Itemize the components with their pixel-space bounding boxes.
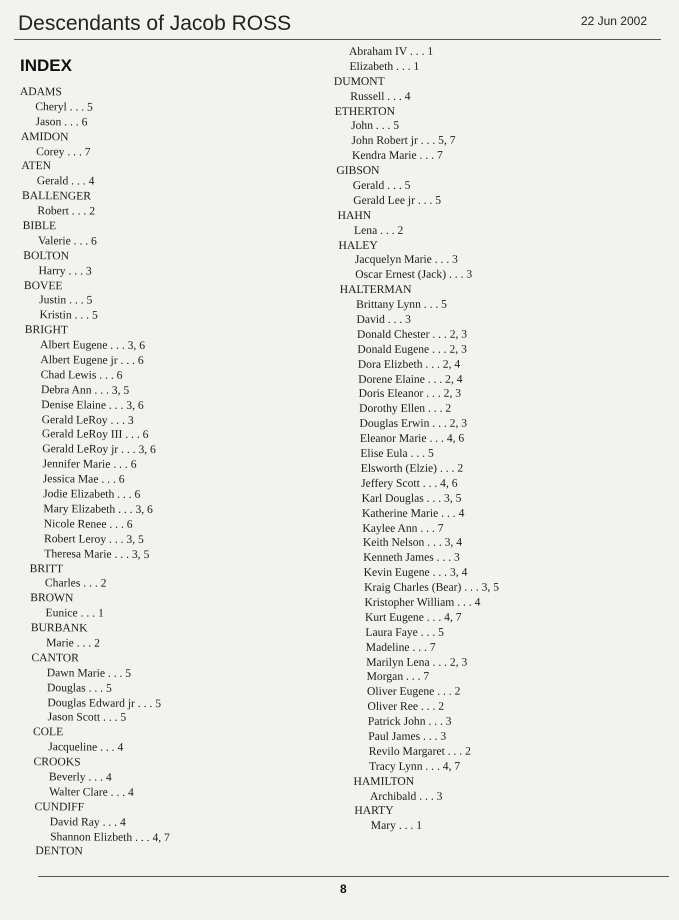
index-surname: HARTY	[354, 804, 394, 818]
index-entry: Madeline . . . 7	[365, 640, 436, 654]
index-surname: BIBLE	[22, 219, 57, 233]
index-entry: Harry . . . 3	[38, 263, 92, 278]
index-entry: Revilo Margaret . . . 2	[368, 744, 471, 758]
index-surname: GIBSON	[336, 164, 380, 178]
index-entry: Oliver Eugene . . . 2	[367, 684, 461, 699]
index-entry: Jason Scott . . . 5	[47, 710, 127, 725]
index-entry: Donald Chester . . . 2, 3	[356, 327, 468, 341]
index-surname: HAHN	[337, 208, 372, 222]
index-entry: Gerald LeRoy jr . . . 3, 6	[42, 442, 156, 457]
index-entry: Gerald . . . 5	[352, 178, 411, 192]
index-surname: CANTOR	[31, 650, 79, 665]
index-entry: Kristin . . . 5	[39, 308, 98, 322]
index-entry: Eleanor Marie . . . 4, 6	[359, 431, 465, 446]
index-surname: ADAMS	[19, 85, 62, 99]
index-entry: Douglas Edward jr . . . 5	[47, 695, 162, 710]
index-entry: Oliver Ree . . . 2	[367, 699, 445, 714]
index-entry: Charles . . . 2	[44, 576, 107, 591]
index-entry: Mary Elizabeth . . . 3, 6	[43, 502, 153, 516]
index-entry: Marie . . . 2	[46, 636, 100, 650]
index-heading: INDEX	[20, 56, 72, 75]
index-entry: Dora Elizbeth . . . 2, 4	[357, 357, 461, 371]
index-surname: COLE	[32, 725, 64, 739]
index-entry: Walter Clare . . . 4	[49, 785, 134, 799]
index-entry: Elsworth (Elzie) . . . 2	[360, 461, 464, 475]
index-entry: Valerie . . . 6	[37, 234, 97, 248]
index-entry: Jeffery Scott . . . 4, 6	[361, 476, 458, 490]
index-surname: HAMILTON	[353, 774, 415, 788]
index-entry: Kurt Eugene . . . 4, 7	[364, 610, 462, 624]
index-entry: Dawn Marie . . . 5	[46, 665, 132, 680]
index-entry: Laura Faye . . . 5	[365, 625, 444, 639]
index-surname: BOVEE	[23, 278, 63, 292]
index-entry: Eunice . . . 1	[45, 606, 104, 620]
index-surname: HALTERMAN	[339, 283, 412, 297]
index-entry: Gerald LeRoy . . . 3	[41, 412, 134, 427]
index-entry: Tracy Lynn . . . 4, 7	[369, 759, 461, 773]
index-surname: AMIDON	[20, 129, 69, 144]
index-entry: David . . . 3	[356, 312, 411, 326]
index-entry: Jason . . . 6	[35, 114, 88, 129]
index-entry: Katherine Marie . . . 4	[361, 506, 465, 520]
index-entry: Jodie Elizabeth . . . 6	[43, 487, 141, 502]
index-entry: Jacqueline . . . 4	[48, 740, 124, 755]
index-entry: Kendra Marie . . . 7	[351, 148, 443, 163]
index-entry: Gerald LeRoy III . . . 6	[41, 427, 149, 442]
index-entry: Kraig Charles (Bear) . . . 3, 5	[364, 580, 500, 594]
index-surname: BROWN	[30, 591, 74, 605]
index-entry: Paul James . . . 3	[368, 729, 447, 743]
page-number: 8	[340, 882, 347, 896]
index-entry: Cheryl . . . 5	[35, 100, 93, 114]
index-entry: Corey . . . 7	[36, 144, 91, 159]
index-entry: Jennifer Marie . . . 6	[42, 457, 137, 472]
index-entry: Douglas Erwin . . . 2, 3	[359, 416, 468, 431]
index-entry: Russell . . . 4	[350, 89, 411, 103]
index-entry: Brittany Lynn . . . 5	[356, 297, 447, 312]
index-entry: Gerald . . . 4	[36, 174, 95, 188]
index-entry: John . . . 5	[351, 119, 400, 133]
index-surname: DENTON	[35, 844, 83, 858]
index-entry: Dorene Elaine . . . 2, 4	[358, 372, 463, 386]
index-entry: Kenneth James . . . 3	[363, 550, 460, 565]
index-entry: Shannon Elizbeth . . . 4, 7	[50, 829, 170, 844]
index-entry: Jacquelyn Marie . . . 3	[354, 253, 458, 267]
page-header-date: 22 Jun 2002	[580, 14, 647, 28]
index-entry: Robert . . . 2	[37, 204, 96, 218]
index-entry: Morgan . . . 7	[366, 670, 430, 684]
index-entry: Robert Leroy . . . 3, 5	[43, 531, 144, 546]
index-entry: Karl Douglas . . . 3, 5	[361, 491, 462, 505]
index-column-right	[333, 45, 500, 835]
index-surname: BRITT	[29, 561, 64, 575]
index-surname: BALLENGER	[22, 189, 92, 203]
index-entry: Douglas . . . 5	[47, 680, 112, 695]
index-entry: Elizabeth . . . 1	[349, 59, 420, 73]
index-entry: Albert Eugene jr . . . 6	[40, 353, 144, 368]
index-entry: Archibald . . . 3	[369, 789, 443, 803]
index-column-left	[14, 85, 176, 861]
index-entry: Beverly . . . 4	[48, 770, 112, 784]
index-entry: Marilyn Lena . . . 2, 3	[366, 655, 468, 669]
index-entry: Oscar Ernest (Jack) . . . 3	[355, 267, 473, 282]
index-surname: ETHERTON	[334, 104, 395, 118]
index-entry: John Robert jr . . . 5, 7	[351, 134, 456, 148]
index-entry: Denise Elaine . . . 3, 6	[41, 397, 144, 412]
index-entry: Gerald Lee jr . . . 5	[353, 193, 442, 207]
index-entry: Jessica Mae . . . 6	[42, 472, 125, 486]
index-entry: Lena . . . 2	[354, 223, 404, 237]
index-entry: Keith Nelson . . . 3, 4	[362, 536, 463, 550]
index-entry: Abraham IV . . . 1	[348, 44, 434, 58]
page-header-title: Descendants of Jacob ROSS	[18, 12, 292, 35]
header-divider	[14, 39, 661, 40]
index-surname: CROOKS	[33, 755, 81, 769]
index-entry: Theresa Marie . . . 3, 5	[44, 546, 150, 561]
index-entry: Chad Lewis . . . 6	[40, 368, 123, 382]
index-surname: DUMONT	[333, 74, 385, 88]
index-entry: Dorothy Ellen . . . 2	[359, 402, 452, 416]
index-entry: Patrick John . . . 3	[367, 714, 452, 728]
index-entry: Donald Eugene . . . 2, 3	[357, 342, 467, 356]
index-entry: Mary . . . 1	[370, 819, 423, 833]
index-surname: CUNDIFF	[34, 799, 85, 814]
index-entry: Nicole Renee . . . 6	[43, 517, 133, 531]
index-entry: Kaylee Ann . . . 7	[362, 521, 444, 535]
index-entry: Kevin Eugene . . . 3, 4	[363, 565, 468, 580]
index-entry: Kristopher William . . . 4	[364, 595, 481, 609]
index-surname: ATEN	[21, 159, 52, 173]
index-surname: BOLTON	[23, 248, 70, 263]
index-entry: David Ray . . . 4	[49, 814, 126, 829]
index-surname: BURBANK	[30, 621, 88, 635]
index-entry: Elise Eula . . . 5	[360, 446, 434, 460]
index-entry: Albert Eugene . . . 3, 6	[40, 338, 146, 353]
index-entry: Justin . . . 5	[39, 293, 93, 308]
footer-divider	[38, 876, 669, 877]
index-entry: Doris Eleanor . . . 2, 3	[358, 387, 462, 401]
index-entry: Debra Ann . . . 3, 5	[40, 382, 130, 397]
index-surname: BRIGHT	[24, 323, 69, 337]
index-surname: HALEY	[338, 238, 378, 252]
